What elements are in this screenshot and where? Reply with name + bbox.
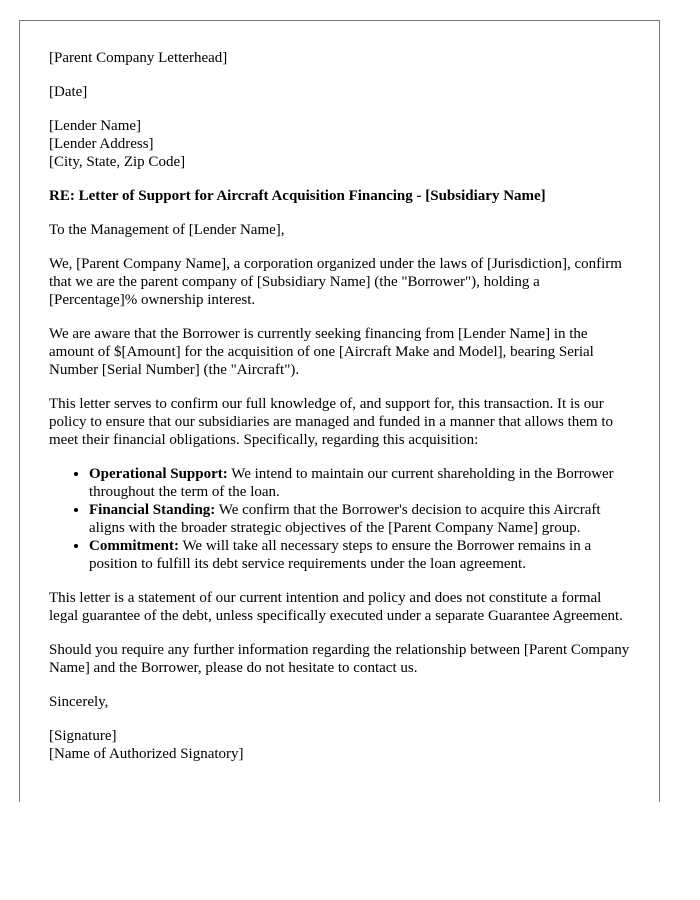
closing-paragraph-1: This letter is a statement of our current intention and policy and does not constitute a formal legal guarantee of the debt, unless specifically executed under a separate Guarantee Agreement. (49, 590, 623, 624)
body-paragraph-3: This letter serves to confirm our full knowledge of, and support for, this transaction. It is our policy to ensure that our subsidiaries are managed and funded in a manner that allows them to meet their financial obligations. Specifically, regarding this acquisition: (49, 396, 614, 448)
list-item (89, 465, 631, 501)
signatory-name: [Name of Authorized Signatory] (49, 746, 244, 762)
letter-page (19, 20, 660, 802)
salutation: To the Management of [Lender Name], (49, 222, 285, 238)
list-item-label: Commitment: (89, 538, 179, 554)
list-item-text: We confirm that the Borrower's decision to acquire this Aircraft aligns with the broader strategic objectives of the [Parent Company Name] group. (89, 502, 601, 536)
lender-address: [Lender Address] (49, 136, 154, 152)
letter-date: [Date] (49, 84, 88, 100)
support-list (49, 465, 631, 573)
list-item-text: We intend to maintain our current shareholding in the Borrower throughout the term of the loan. (89, 466, 614, 500)
signature: [Signature] (49, 728, 117, 744)
signature-block (49, 727, 631, 763)
signoff: Sincerely, (49, 694, 109, 710)
lender-name: [Lender Name] (49, 118, 142, 134)
lender-address-block (49, 117, 631, 171)
closing-paragraph-2: Should you require any further information regarding the relationship between [Parent Company Name] and the Borrower, please do not hesitate to contact us. (49, 642, 630, 676)
subject-line: RE: Letter of Support for Aircraft Acquisition Financing - [Subsidiary Name] (49, 188, 546, 204)
list-item-label: Operational Support: (89, 466, 228, 482)
list-item (89, 537, 631, 573)
body-paragraph-1: We, [Parent Company Name], a corporation organized under the laws of [Jurisdiction], confirm that we are the parent company of [Subsidiary Name] (the "Borrower"), holding a [Percentage]% ownership interest. (49, 256, 622, 308)
list-item-text: We will take all necessary steps to ensure the Borrower remains in a position to fulfill its debt service requirements under the loan agreement. (89, 538, 592, 572)
list-item (89, 501, 631, 537)
body-paragraph-2: We are aware that the Borrower is currently seeking financing from [Lender Name] in the amount of $[Amount] for the acquisition of one [Aircraft Make and Model], bearing Serial Number [Serial Number] (the "Aircraft"). (49, 326, 594, 378)
list-item-label: Financial Standing: (89, 502, 216, 518)
lender-city-state-zip: [City, State, Zip Code] (49, 154, 186, 170)
letterhead: [Parent Company Letterhead] (49, 50, 228, 66)
